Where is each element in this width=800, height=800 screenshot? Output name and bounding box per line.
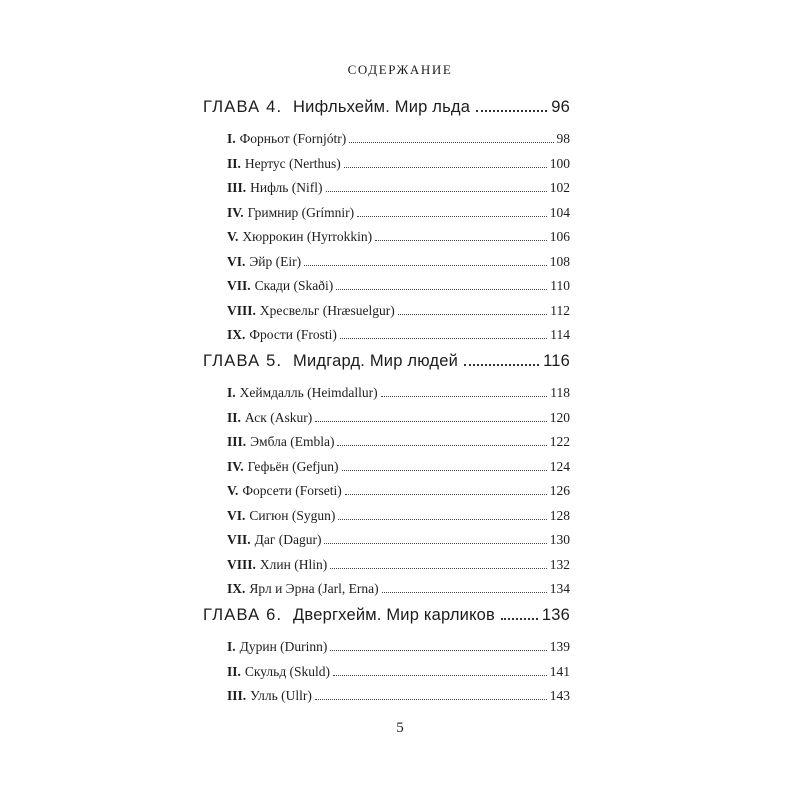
entry-page-number: 126 bbox=[549, 483, 570, 498]
entry-page-number: 102 bbox=[549, 180, 570, 195]
dot-leader bbox=[381, 396, 548, 397]
entry-title: Хлин (Hlin) bbox=[259, 556, 328, 572]
dot-leader bbox=[382, 592, 547, 593]
entry-numeral: I. bbox=[227, 385, 236, 400]
dot-leader bbox=[357, 216, 547, 217]
chapter-page-number: 96 bbox=[551, 98, 570, 116]
entry-title: Фрости (Frosti) bbox=[249, 327, 337, 342]
dot-leader bbox=[315, 699, 547, 700]
dot-leader bbox=[342, 470, 547, 471]
entry-title: Гефьён (Gefjun) bbox=[247, 458, 339, 474]
entry-numeral: VIII. bbox=[227, 556, 256, 572]
entry-title: Хюррокин (Hyrrokkin) bbox=[242, 229, 373, 244]
dot-leader bbox=[338, 519, 546, 520]
toc-entry bbox=[227, 131, 570, 147]
chapter-label: ГЛАВА 4. bbox=[203, 98, 283, 116]
toc-entry bbox=[227, 434, 570, 450]
dot-leader bbox=[304, 265, 547, 266]
entry-title: Даг (Dagur) bbox=[254, 532, 322, 547]
entry-page-number: 112 bbox=[550, 302, 570, 318]
entry-title: Хеймдалль (Heimdallur) bbox=[239, 385, 378, 400]
entry-page-number: 98 bbox=[556, 131, 570, 146]
entry-page-number: 120 bbox=[549, 409, 570, 425]
dot-leader bbox=[464, 364, 539, 366]
entry-title: Аск (Askur) bbox=[244, 409, 313, 425]
entry-title: Нифль (Nifl) bbox=[250, 180, 323, 195]
chapter-page-number: 116 bbox=[543, 352, 570, 370]
dot-leader bbox=[398, 314, 547, 315]
toc-entry bbox=[227, 327, 570, 343]
toc-entry bbox=[227, 254, 570, 270]
toc-entry bbox=[227, 229, 570, 245]
toc-entry bbox=[227, 180, 570, 196]
dot-leader bbox=[349, 142, 553, 143]
chapter-heading bbox=[203, 606, 570, 625]
entry-title: Хресвельг (Hræsuelgur) bbox=[259, 302, 395, 318]
toc-entry bbox=[227, 278, 570, 294]
toc-entry bbox=[227, 639, 570, 655]
toc-entry bbox=[227, 205, 570, 221]
toc-entry bbox=[227, 557, 570, 573]
dot-leader bbox=[375, 240, 547, 241]
chapter-label: ГЛАВА 6. bbox=[203, 606, 283, 624]
dot-leader bbox=[336, 289, 547, 290]
toc-entry bbox=[227, 303, 570, 319]
entry-numeral: IX. bbox=[227, 581, 246, 596]
dot-leader bbox=[476, 110, 547, 112]
entry-title: Скульд (Skuld) bbox=[244, 663, 331, 679]
entry-title: Дурин (Durinn) bbox=[239, 639, 328, 654]
entry-page-number: 122 bbox=[549, 434, 570, 449]
entry-numeral: IX. bbox=[227, 327, 246, 342]
chapter-heading bbox=[203, 352, 570, 371]
dot-leader bbox=[326, 191, 547, 192]
toc-entry bbox=[227, 532, 570, 548]
entry-page-number: 118 bbox=[550, 385, 570, 400]
entry-page-number: 108 bbox=[549, 253, 570, 269]
entry-title: Эмбла (Embla) bbox=[250, 434, 335, 449]
chapter-heading bbox=[203, 98, 570, 117]
entry-numeral: V. bbox=[227, 483, 239, 498]
entry-page-number: 100 bbox=[549, 155, 570, 171]
entry-page-number: 143 bbox=[549, 688, 570, 703]
entry-page-number: 114 bbox=[550, 327, 570, 342]
entry-page-number: 128 bbox=[549, 507, 570, 523]
entry-title: Сигюн (Sygun) bbox=[249, 507, 336, 523]
dot-leader bbox=[330, 650, 546, 651]
entry-page-number: 106 bbox=[549, 229, 570, 244]
entry-page-number: 124 bbox=[549, 458, 570, 474]
chapter-title: Двергхейм. Мир карликов bbox=[293, 606, 496, 624]
entry-page-number: 134 bbox=[549, 581, 570, 596]
entry-numeral: II. bbox=[227, 155, 241, 171]
entry-title: Улль (Ullr) bbox=[250, 688, 312, 703]
dot-leader bbox=[324, 543, 546, 544]
toc-entry bbox=[227, 156, 570, 172]
entry-page-number: 139 bbox=[549, 639, 570, 654]
toc-entry bbox=[227, 581, 570, 597]
entry-title: Форсети (Forseti) bbox=[242, 483, 342, 498]
entry-numeral: III. bbox=[227, 180, 247, 195]
toc-entry bbox=[227, 664, 570, 680]
entry-numeral: IV. bbox=[227, 458, 244, 474]
toc-entry bbox=[227, 688, 570, 704]
dot-leader bbox=[344, 167, 547, 168]
entry-numeral: VI. bbox=[227, 253, 246, 269]
toc-entry bbox=[227, 483, 570, 499]
entry-numeral: I. bbox=[227, 131, 236, 146]
entry-title: Нертус (Nerthus) bbox=[244, 155, 341, 171]
entry-numeral: III. bbox=[227, 434, 247, 449]
page-header: СОДЕРЖАНИЕ bbox=[347, 62, 453, 77]
entry-numeral: IV. bbox=[227, 204, 244, 220]
dot-leader bbox=[337, 445, 546, 446]
entry-numeral: III. bbox=[227, 688, 247, 703]
toc-entry bbox=[227, 410, 570, 426]
entry-numeral: V. bbox=[227, 229, 239, 244]
entry-numeral: VIII. bbox=[227, 302, 256, 318]
entry-numeral: VII. bbox=[227, 532, 251, 547]
chapter-title: Нифльхейм. Мир льда bbox=[293, 98, 471, 116]
entry-numeral: VII. bbox=[227, 278, 251, 293]
dot-leader bbox=[345, 494, 547, 495]
entry-title: Скади (Skaði) bbox=[254, 278, 334, 293]
toc-entry bbox=[227, 459, 570, 475]
entry-numeral: II. bbox=[227, 663, 241, 679]
entry-title: Форньот (Fornjótr) bbox=[239, 131, 347, 146]
entry-page-number: 104 bbox=[549, 204, 570, 220]
dot-leader bbox=[340, 338, 547, 339]
entry-numeral: II. bbox=[227, 409, 241, 425]
entry-title: Ярл и Эрна (Jarl, Erna) bbox=[249, 581, 379, 596]
dot-leader bbox=[330, 568, 547, 569]
dot-leader bbox=[315, 421, 547, 422]
toc-entry bbox=[227, 385, 570, 401]
entry-page-number: 141 bbox=[549, 663, 570, 679]
chapter-title: Мидгард. Мир людей bbox=[293, 352, 459, 370]
dot-leader bbox=[333, 675, 547, 676]
toc-entry bbox=[227, 508, 570, 524]
entry-title: Эйр (Eir) bbox=[249, 253, 302, 269]
entry-numeral: VI. bbox=[227, 507, 246, 523]
chapter-page-number: 136 bbox=[541, 606, 570, 624]
chapter-label: ГЛАВА 5. bbox=[203, 352, 283, 370]
entry-numeral: I. bbox=[227, 639, 236, 654]
dot-leader bbox=[501, 618, 538, 620]
entry-page-number: 130 bbox=[549, 532, 570, 547]
entry-page-number: 132 bbox=[549, 556, 570, 572]
entry-title: Гримнир (Grímnir) bbox=[247, 204, 355, 220]
entry-page-number: 110 bbox=[550, 278, 570, 293]
page-number: 5 bbox=[396, 720, 404, 736]
